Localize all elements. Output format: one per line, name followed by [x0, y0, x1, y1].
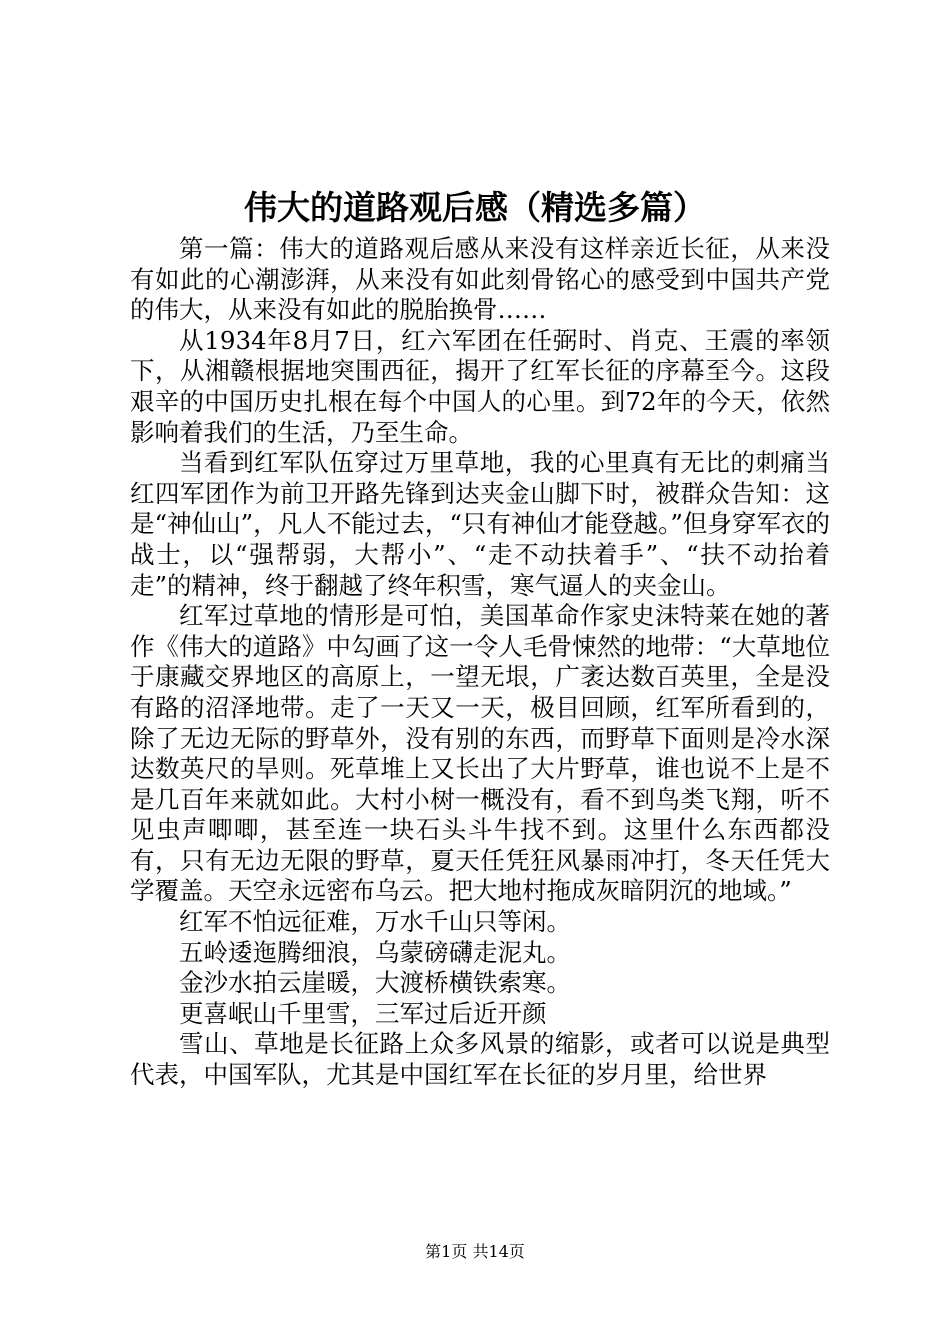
document-body	[130, 234, 830, 1091]
document-title: 伟大的道路观后感（精选多篇）	[244, 188, 706, 227]
paragraph-snow-mountain: 雪山、草地是长征路上众多风景的缩影，或者可以说是典型代表，中国军队，尤其是中国红军在长征的岁月里，给世界	[130, 1029, 830, 1090]
poem-line-1: 红军不怕远征难，万水千山只等闲。	[179, 907, 571, 937]
poem-line-2: 五岭逶迤腾细浪，乌蒙磅礴走泥丸。	[179, 937, 571, 967]
poem-line-3: 金沙水拍云崖暖，大渡桥横铁索寒。	[179, 968, 571, 998]
paragraph-jiajin-mountain: 当看到红军队伍穿过万里草地，我的心里真有无比的刺痛当红四军团作为前卫开路先锋到达夹金山脚下时，被群众告知：这是“神仙山”，凡人不能过去，“只有神仙才能登越。”但身穿军衣的战士，以“强帮弱，大帮小”、“走不动扶着手”、“扶不动抬着走”的精神，终于翻越了终年积雪，寒气逼人的夹金山。	[130, 448, 830, 600]
paragraph-intro: 第一篇：伟大的道路观后感从来没有这样亲近长征，从来没有如此的心潮澎湃，从来没有如此刻骨铭心的感受到中国共产党的伟大，从来没有如此的脱胎换骨……	[130, 234, 830, 325]
poem-line-4: 更喜岷山千里雪，三军过后近开颜	[179, 998, 547, 1028]
page-number-footer: 第1页 共14页	[425, 1242, 525, 1261]
paragraph-grassland: 红军过草地的情形是可怕，美国革命作家史沫特莱在她的著作《伟大的道路》中勾画了这一令人毛骨悚然的地带：“大草地位于康藏交界地区的高原上，一望无垠，广袤达数百英里，全是没有路的沼泽地带。走了一天又一天，极目回顾，红军所看到的，除了无边无际的野草外，没有别的东西，而野草下面则是冷水深达数英尺的旱则。死草堆上又长出了大片野草，谁也说不上是不是几百年来就如此。大村小树一概没有，看不到鸟类飞翔，听不见虫声唧唧，甚至连一块石头斗牛找不到。这里什么东西都没有，只有无边无限的野草，夏天任凭狂风暴雨冲打，冬天任凭大学覆盖。天空永远密布乌云。把大地村拖成灰暗阴沉的地域。”	[130, 601, 830, 906]
paragraph-1934: 从1934年8月7日，红六军团在任弼时、肖克、王震的率领下，从湘赣根据地突围西征，揭开了红军长征的序幕至今。这段艰辛的中国历史扎根在每个中国人的心里。到72年的今天，依然影响着我们的生活，乃至生命。	[130, 325, 830, 447]
